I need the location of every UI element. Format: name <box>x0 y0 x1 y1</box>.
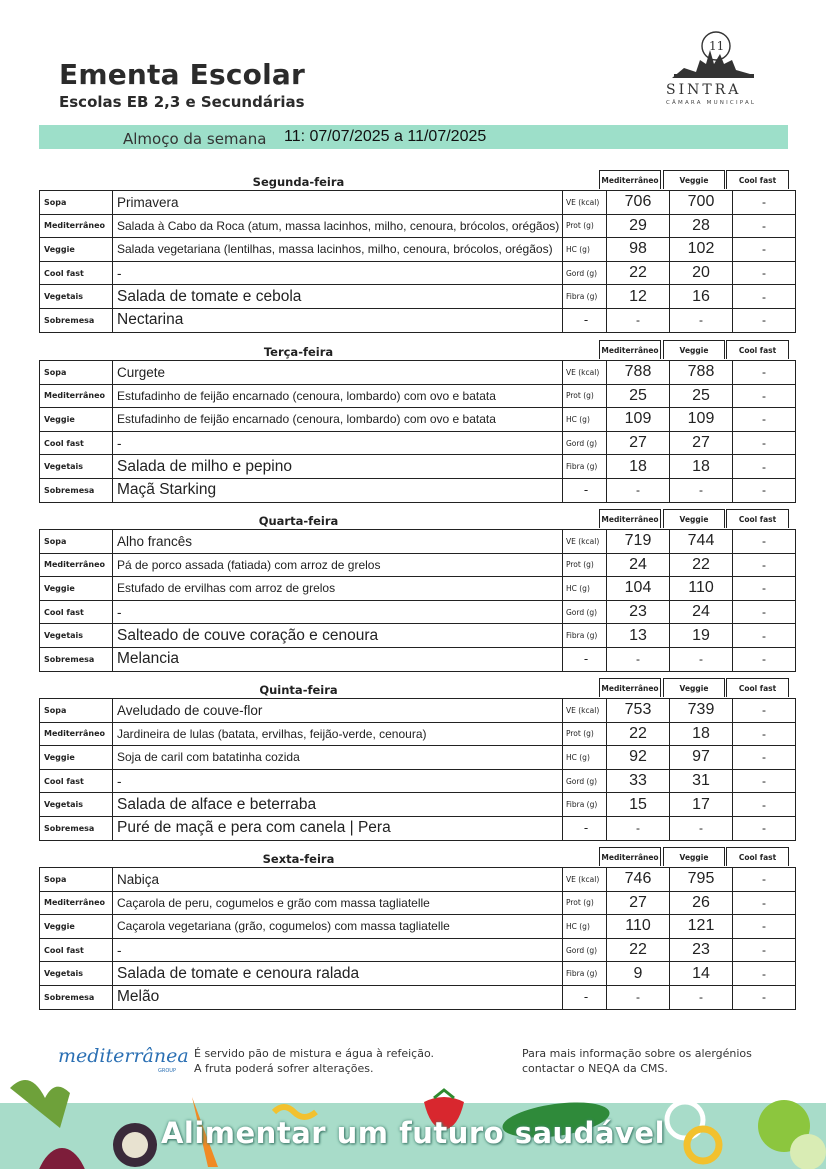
day-header <box>39 678 789 698</box>
dish-name: Alho francês <box>113 530 563 554</box>
day-header <box>39 340 789 360</box>
nutrition-value: - <box>733 793 796 817</box>
nutrition-value: 22 <box>607 261 670 285</box>
nutrition-value: 110 <box>607 915 670 939</box>
category-label: Mediterrâneo <box>40 553 113 577</box>
nutrition-value: - <box>733 238 796 262</box>
table-row <box>40 431 796 455</box>
nutrition-value: - <box>733 699 796 723</box>
nutrition-value: - <box>733 577 796 601</box>
nutrition-value: 22 <box>607 722 670 746</box>
category-label: Sobremesa <box>40 647 113 671</box>
column-header: Cool fast <box>726 509 789 528</box>
nutrition-value: 29 <box>607 214 670 238</box>
menu-table <box>39 867 796 1010</box>
table-row <box>40 238 796 262</box>
dish-name: Caçarola de peru, cogumelos e grão com massa tagliatelle <box>113 891 563 915</box>
category-label: Cool fast <box>40 769 113 793</box>
nutrition-value: - <box>733 431 796 455</box>
column-header: Mediterrâneo <box>599 170 661 189</box>
nutrition-value: 23 <box>607 600 670 624</box>
nutrition-value: - <box>607 816 670 840</box>
dish-name: Jardineira de lulas (batata, ervilhas, feijão-verde, cenoura) <box>113 722 563 746</box>
table-row <box>40 191 796 215</box>
nutrition-value: 121 <box>670 915 733 939</box>
category-label: Mediterrâneo <box>40 722 113 746</box>
page-subtitle: Escolas EB 2,3 e Secundárias <box>59 93 305 111</box>
nutrition-value: - <box>733 455 796 479</box>
dish-name: Puré de maçã e pera com canela | Pera <box>113 816 563 840</box>
nutrient-label: - <box>563 478 607 502</box>
category-label: Mediterrâneo <box>40 214 113 238</box>
nutrition-value: - <box>670 816 733 840</box>
dish-name: Aveludado de couve-flor <box>113 699 563 723</box>
nutrition-value: - <box>733 938 796 962</box>
nutrition-value: 22 <box>607 938 670 962</box>
category-label: Sobremesa <box>40 308 113 332</box>
dish-name: Estufadinho de feijão encarnado (cenoura, lombardo) com ovo e batata <box>113 384 563 408</box>
week-range: 11: 07/07/2025 a 11/07/2025 <box>284 128 487 145</box>
nutrition-value: 23 <box>670 938 733 962</box>
nutrition-value: 27 <box>607 431 670 455</box>
column-header: Cool fast <box>726 170 789 189</box>
nutrition-value: - <box>733 647 796 671</box>
category-label: Vegetais <box>40 285 113 309</box>
dish-name: Estufadinho de feijão encarnado (cenoura, lombardo) com ovo e batata <box>113 408 563 432</box>
nutrient-label: VE (kcal) <box>563 530 607 554</box>
category-label: Sopa <box>40 868 113 892</box>
category-label: Vegetais <box>40 962 113 986</box>
nutrient-label: HC (g) <box>563 577 607 601</box>
category-label: Mediterrâneo <box>40 384 113 408</box>
dish-name: Nabiça <box>113 868 563 892</box>
nutrient-label: Gord (g) <box>563 431 607 455</box>
logo-subtitle: CÂMARA MUNICIPAL <box>666 100 757 106</box>
category-label: Cool fast <box>40 261 113 285</box>
day-menu <box>39 847 789 1010</box>
nutrition-value: - <box>733 408 796 432</box>
nutrition-value: 24 <box>607 553 670 577</box>
table-row <box>40 868 796 892</box>
nutrition-value: - <box>733 868 796 892</box>
nutrient-label: VE (kcal) <box>563 699 607 723</box>
category-label: Vegetais <box>40 793 113 817</box>
nutrition-value: 706 <box>607 191 670 215</box>
nutrition-value: - <box>607 478 670 502</box>
table-row <box>40 938 796 962</box>
category-label: Veggie <box>40 746 113 770</box>
nutrient-label: VE (kcal) <box>563 361 607 385</box>
nutrition-value: 109 <box>670 408 733 432</box>
table-row <box>40 553 796 577</box>
menu-table <box>39 698 796 841</box>
nutrition-value: - <box>670 647 733 671</box>
nutrition-value: 25 <box>670 384 733 408</box>
table-row <box>40 746 796 770</box>
nutrition-value: - <box>733 746 796 770</box>
nutrition-value: 18 <box>670 455 733 479</box>
table-row <box>40 891 796 915</box>
nutrition-value: - <box>670 308 733 332</box>
nutrition-value: - <box>733 285 796 309</box>
nutrition-value: 17 <box>670 793 733 817</box>
table-row <box>40 722 796 746</box>
footer-note-line: A fruta poderá sofrer alterações. <box>194 1062 374 1075</box>
nutrition-value: 746 <box>607 868 670 892</box>
nutrition-value: - <box>733 769 796 793</box>
day-menu <box>39 340 789 503</box>
dish-name: Salada de tomate e cenoura ralada <box>113 962 563 986</box>
table-row <box>40 285 796 309</box>
day-menu <box>39 678 789 841</box>
nutrient-label: Fibra (g) <box>563 624 607 648</box>
nutrition-value: - <box>733 985 796 1009</box>
category-label: Vegetais <box>40 624 113 648</box>
nutrition-value: - <box>733 361 796 385</box>
category-label: Sopa <box>40 191 113 215</box>
nutrition-value: - <box>733 891 796 915</box>
category-label: Veggie <box>40 577 113 601</box>
dish-name: - <box>113 261 563 285</box>
logo-number: 11 <box>709 39 725 53</box>
dish-name: Nectarina <box>113 308 563 332</box>
column-header: Veggie <box>663 847 725 866</box>
day-name: Quarta-feira <box>258 514 339 528</box>
dish-name: Caçarola vegetariana (grão, cogumelos) com massa tagliatelle <box>113 915 563 939</box>
footer-note-line: É servido pão de mistura e água à refeição. <box>194 1047 434 1060</box>
nutrient-label: - <box>563 816 607 840</box>
nutrition-value: 700 <box>670 191 733 215</box>
nutrition-value: 788 <box>607 361 670 385</box>
category-label: Veggie <box>40 408 113 432</box>
menu-table <box>39 529 796 672</box>
table-row <box>40 600 796 624</box>
nutrition-value: 25 <box>607 384 670 408</box>
dish-name: Salada de alface e beterraba <box>113 793 563 817</box>
nutrition-value: - <box>733 962 796 986</box>
nutrition-value: 110 <box>670 577 733 601</box>
table-row <box>40 962 796 986</box>
dish-name: Salada de milho e pepino <box>113 455 563 479</box>
nutrient-label: Fibra (g) <box>563 962 607 986</box>
nutrition-value: - <box>733 530 796 554</box>
nutrition-value: - <box>733 191 796 215</box>
mediterranea-group-label: GROUP <box>158 1068 176 1074</box>
nutrient-label: Fibra (g) <box>563 285 607 309</box>
footer-note-bread <box>194 1046 434 1076</box>
table-row <box>40 478 796 502</box>
nutrition-value: 109 <box>607 408 670 432</box>
nutrition-value: - <box>607 647 670 671</box>
dish-name: Melão <box>113 985 563 1009</box>
nutrition-value: 27 <box>670 431 733 455</box>
nutrition-value: 26 <box>670 891 733 915</box>
nutrition-value: 22 <box>670 553 733 577</box>
nutrition-value: 18 <box>670 722 733 746</box>
nutrition-value: 15 <box>607 793 670 817</box>
day-name: Quinta-feira <box>259 683 338 697</box>
column-header: Cool fast <box>726 678 789 697</box>
column-header: Veggie <box>663 340 725 359</box>
table-row <box>40 816 796 840</box>
table-row <box>40 915 796 939</box>
nutrition-value: - <box>733 384 796 408</box>
nutrition-value: 18 <box>607 455 670 479</box>
nutrient-label: Gord (g) <box>563 938 607 962</box>
dish-name: Curgete <box>113 361 563 385</box>
nutrient-label: VE (kcal) <box>563 868 607 892</box>
logo-name: SINTRA <box>666 82 742 98</box>
dish-name: Salada vegetariana (lentilhas, massa lacinhos, milho, cenoura, brócolos, orégãos) <box>113 238 563 262</box>
table-row <box>40 261 796 285</box>
day-header <box>39 170 789 190</box>
dish-name: Soja de caril com batatinha cozida <box>113 746 563 770</box>
table-row <box>40 647 796 671</box>
dish-name: Maçã Starking <box>113 478 563 502</box>
nutrition-value: - <box>733 722 796 746</box>
table-row <box>40 985 796 1009</box>
mediterranea-logo: mediterrânea <box>58 1045 189 1067</box>
page-title: Ementa Escolar <box>59 58 305 91</box>
menu-table <box>39 360 796 503</box>
nutrient-label: Prot (g) <box>563 384 607 408</box>
day-header <box>39 509 789 529</box>
table-row <box>40 408 796 432</box>
category-label: Cool fast <box>40 431 113 455</box>
day-menu <box>39 170 789 333</box>
day-header <box>39 847 789 867</box>
table-row <box>40 793 796 817</box>
nutrient-label: HC (g) <box>563 746 607 770</box>
nutrition-value: 795 <box>670 868 733 892</box>
dish-name: - <box>113 431 563 455</box>
sintra-logo <box>664 30 764 110</box>
nutrient-label: - <box>563 308 607 332</box>
category-label: Sobremesa <box>40 478 113 502</box>
nutrition-value: - <box>607 308 670 332</box>
category-label: Sopa <box>40 530 113 554</box>
category-label: Sobremesa <box>40 985 113 1009</box>
nutrition-value: 104 <box>607 577 670 601</box>
footer-slogan: Alimentar um futuro saudável <box>160 1116 666 1150</box>
nutrition-value: 20 <box>670 261 733 285</box>
nutrient-label: Gord (g) <box>563 261 607 285</box>
nutrition-value: 31 <box>670 769 733 793</box>
column-header: Mediterrâneo <box>599 340 661 359</box>
nutrient-label: Fibra (g) <box>563 793 607 817</box>
nutrient-label: Prot (g) <box>563 722 607 746</box>
column-header: Mediterrâneo <box>599 509 661 528</box>
day-name: Sexta-feira <box>262 852 335 866</box>
nutrition-value: - <box>607 985 670 1009</box>
category-label: Sopa <box>40 699 113 723</box>
dish-name: - <box>113 938 563 962</box>
dish-name: Salada de tomate e cebola <box>113 285 563 309</box>
table-row <box>40 214 796 238</box>
dish-name: Melancia <box>113 647 563 671</box>
dish-name: Salteado de couve coração e cenoura <box>113 624 563 648</box>
table-row <box>40 530 796 554</box>
category-label: Veggie <box>40 915 113 939</box>
nutrient-label: - <box>563 647 607 671</box>
day-name: Segunda-feira <box>252 175 345 189</box>
nutrition-value: - <box>733 553 796 577</box>
dish-name: Pá de porco assada (fatiada) com arroz de grelos <box>113 553 563 577</box>
nutrition-value: - <box>733 478 796 502</box>
nutrition-value: 92 <box>607 746 670 770</box>
footer-note-line: contactar o NEQA da CMS. <box>522 1062 668 1075</box>
table-row <box>40 308 796 332</box>
column-header: Mediterrâneo <box>599 847 661 866</box>
table-row <box>40 455 796 479</box>
nutrient-label: HC (g) <box>563 238 607 262</box>
column-header: Cool fast <box>726 340 789 359</box>
category-label: Cool fast <box>40 600 113 624</box>
nutrition-value: 744 <box>670 530 733 554</box>
table-row <box>40 699 796 723</box>
column-header: Veggie <box>663 678 725 697</box>
table-row <box>40 577 796 601</box>
nutrition-value: - <box>670 985 733 1009</box>
nutrition-value: - <box>733 624 796 648</box>
nutrition-value: 16 <box>670 285 733 309</box>
dish-name: Primavera <box>113 191 563 215</box>
nutrition-value: - <box>733 261 796 285</box>
nutrition-value: 102 <box>670 238 733 262</box>
nutrition-value: 739 <box>670 699 733 723</box>
nutrition-value: - <box>733 915 796 939</box>
nutrient-label: HC (g) <box>563 915 607 939</box>
column-header: Mediterrâneo <box>599 678 661 697</box>
dish-name: - <box>113 769 563 793</box>
nutrition-value: - <box>670 478 733 502</box>
nutrient-label: - <box>563 985 607 1009</box>
nutrition-value: 33 <box>607 769 670 793</box>
nutrient-label: Fibra (g) <box>563 455 607 479</box>
category-label: Veggie <box>40 238 113 262</box>
column-header: Veggie <box>663 170 725 189</box>
category-label: Vegetais <box>40 455 113 479</box>
nutrition-value: 9 <box>607 962 670 986</box>
category-label: Mediterrâneo <box>40 891 113 915</box>
nutrition-value: 753 <box>607 699 670 723</box>
dish-name: Salada à Cabo da Roca (atum, massa lacinhos, milho, cenoura, brócolos, orégãos) <box>113 214 563 238</box>
nutrient-label: Gord (g) <box>563 600 607 624</box>
nutrient-label: Gord (g) <box>563 769 607 793</box>
column-header: Veggie <box>663 509 725 528</box>
day-name: Terça-feira <box>263 345 334 359</box>
nutrition-value: 27 <box>607 891 670 915</box>
nutrition-value: 97 <box>670 746 733 770</box>
nutrition-value: 24 <box>670 600 733 624</box>
nutrition-value: 19 <box>670 624 733 648</box>
menu-table <box>39 190 796 333</box>
nutrient-label: HC (g) <box>563 408 607 432</box>
nutrition-value: 98 <box>607 238 670 262</box>
dish-name: - <box>113 600 563 624</box>
nutrition-value: - <box>733 816 796 840</box>
footer-note-line: Para mais informação sobre os alergénios <box>522 1047 752 1060</box>
nutrient-label: Prot (g) <box>563 891 607 915</box>
nutrition-value: 28 <box>670 214 733 238</box>
nutrient-label: Prot (g) <box>563 214 607 238</box>
table-row <box>40 384 796 408</box>
nutrition-value: - <box>733 214 796 238</box>
table-row <box>40 361 796 385</box>
dish-name: Estufado de ervilhas com arroz de grelos <box>113 577 563 601</box>
nutrition-value: 13 <box>607 624 670 648</box>
category-label: Sopa <box>40 361 113 385</box>
nutrition-value: 719 <box>607 530 670 554</box>
nutrition-value: - <box>733 600 796 624</box>
table-row <box>40 624 796 648</box>
nutrient-label: Prot (g) <box>563 553 607 577</box>
day-menu <box>39 509 789 672</box>
week-label: Almoço da semana <box>123 130 267 148</box>
nutrient-label: VE (kcal) <box>563 191 607 215</box>
nutrition-value: 14 <box>670 962 733 986</box>
column-header: Cool fast <box>726 847 789 866</box>
category-label: Sobremesa <box>40 816 113 840</box>
footer-note-allergens <box>522 1046 752 1076</box>
category-label: Cool fast <box>40 938 113 962</box>
table-row <box>40 769 796 793</box>
nutrition-value: 12 <box>607 285 670 309</box>
nutrition-value: - <box>733 308 796 332</box>
nutrition-value: 788 <box>670 361 733 385</box>
